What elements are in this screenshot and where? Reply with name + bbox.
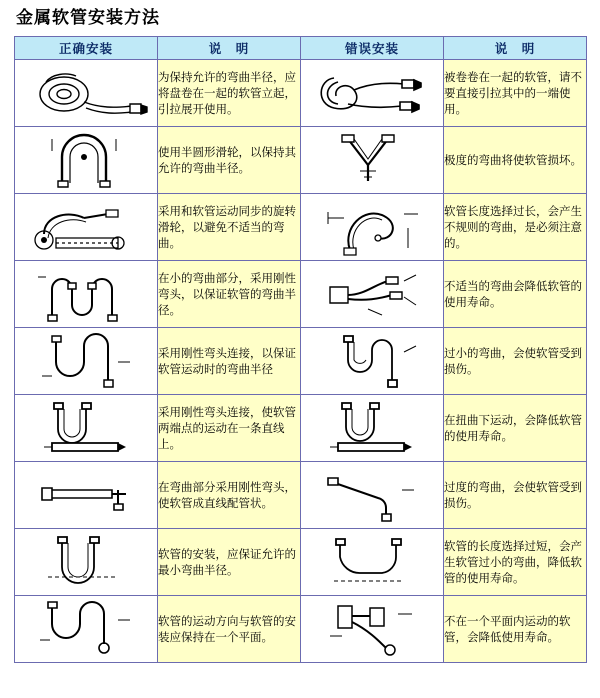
header-correct-description: 说 明 xyxy=(158,37,301,60)
page-title: 金属软管安装方法 xyxy=(16,8,160,28)
figure-coiled-hose-standing xyxy=(15,60,158,127)
figure-u-shape-straight-line xyxy=(15,395,158,462)
description-cell: 不适当的弯曲会降低软管的使用寿命。 xyxy=(444,261,587,328)
figure-semicircular-sheave xyxy=(15,127,158,194)
figure-excess-length-irregular-bend xyxy=(301,194,444,261)
description-cell: 过度的弯曲，会使软管受到损伤。 xyxy=(444,462,587,529)
description-cell: 过小的弯曲，会使软管受到损伤。 xyxy=(444,328,587,395)
figure-sharp-bend-damage xyxy=(301,127,444,194)
figure-synchronized-rotating-sheave xyxy=(15,194,158,261)
table-row xyxy=(15,261,587,328)
description-cell: 软管长度选择过长，会产生不规则的弯曲，是必须注意的。 xyxy=(444,194,587,261)
description-cell: 采用刚性弯头连接，以保证软管运动时的弯曲半径 xyxy=(158,328,301,395)
figure-coiled-hose-pulled xyxy=(301,60,444,127)
description-cell: 在弯曲部分采用刚性弯头，使软管成直线配管状。 xyxy=(158,462,301,529)
figure-over-bending-damage xyxy=(301,462,444,529)
figure-straight-piping-with-elbow xyxy=(15,462,158,529)
description-cell: 使用半圆形滑轮，以保持其允许的弯曲半径。 xyxy=(158,127,301,194)
figure-rigid-bend-small-radius xyxy=(15,261,158,328)
figure-too-long-hose-small-bend xyxy=(301,529,444,596)
description-cell: 在扭曲下运动，会降低软管的使用寿命。 xyxy=(444,395,587,462)
table-row xyxy=(15,462,587,529)
figure-minimum-bend-radius-install xyxy=(15,529,158,596)
header-wrong-install: 错误安装 xyxy=(301,37,444,60)
figure-same-plane-motion xyxy=(15,596,158,663)
figure-improper-bend-shorten-life xyxy=(301,261,444,328)
description-cell: 不在一个平面内运动的软管，会降低使用寿命。 xyxy=(444,596,587,663)
table-header-row xyxy=(15,37,587,60)
table-row xyxy=(15,395,587,462)
figure-out-of-plane-motion xyxy=(301,596,444,663)
description-cell: 为保持允许的弯曲半径，应将盘卷在一起的软管立起，引拉展开使用。 xyxy=(158,60,301,127)
table-row xyxy=(15,596,587,663)
header-wrong-description: 说 明 xyxy=(444,37,587,60)
figure-too-small-bend-damage xyxy=(301,328,444,395)
table-row xyxy=(15,529,587,596)
installation-methods-table xyxy=(14,36,587,663)
table-row xyxy=(15,194,587,261)
description-cell: 采用刚性弯头连接，使软管两端点的运动在一条直线上。 xyxy=(158,395,301,462)
description-cell: 软管的长度选择过短，会产生软管过小的弯曲，降低软管的使用寿命。 xyxy=(444,529,587,596)
description-cell: 极度的弯曲将使软管损坏。 xyxy=(444,127,587,194)
description-cell: 采用和软管运动同步的旋转滑轮，以避免不适当的弯曲。 xyxy=(158,194,301,261)
table-row xyxy=(15,127,587,194)
description-cell: 在小的弯曲部分，采用刚性弯头，以保证软管的弯曲半径。 xyxy=(158,261,301,328)
header-correct-install: 正确安装 xyxy=(15,37,158,60)
figure-rigid-elbow-connection xyxy=(15,328,158,395)
description-cell: 软管的运动方向与软管的安装应保持在一个平面。 xyxy=(158,596,301,663)
description-cell: 软管的安装，应保证允许的最小弯曲半径。 xyxy=(158,529,301,596)
figure-twisting-motion xyxy=(301,395,444,462)
table-row xyxy=(15,60,587,127)
description-cell: 被卷卷在一起的软管，请不要直接引拉其中的一端使用。 xyxy=(444,60,587,127)
table-row xyxy=(15,328,587,395)
